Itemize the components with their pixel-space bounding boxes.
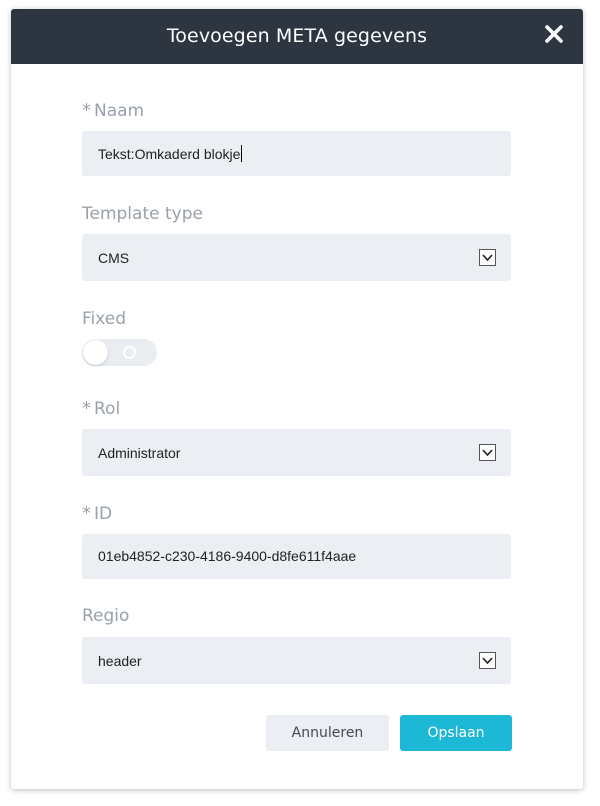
template-type-value: CMS: [98, 250, 130, 266]
chevron-down-icon: [480, 653, 495, 668]
fixed-label: Fixed: [82, 309, 127, 329]
rol-dropdown-button[interactable]: [479, 444, 496, 461]
template-type-dropdown-button[interactable]: [479, 249, 496, 266]
required-mark: *: [82, 398, 91, 419]
template-type-select[interactable]: [82, 234, 511, 281]
text-caret: [241, 145, 242, 162]
regio-select[interactable]: [82, 637, 511, 684]
rol-value: Administrator: [98, 445, 181, 461]
dialog-title: Toevoegen META gegevens: [166, 25, 428, 47]
close-icon: [543, 23, 565, 45]
id-input[interactable]: [82, 534, 511, 579]
toggle-off-icon: [123, 346, 136, 359]
rol-label: [82, 398, 120, 419]
rol-select[interactable]: [82, 429, 511, 476]
chevron-down-icon: [480, 250, 495, 265]
naam-label-text: Naam: [94, 101, 145, 121]
required-mark: *: [82, 100, 91, 121]
save-button[interactable]: Opslaan: [400, 715, 512, 751]
naam-input-value: [98, 145, 242, 162]
id-label-text: ID: [94, 504, 113, 524]
dialog-header: [11, 9, 583, 64]
regio-label: Regio: [82, 606, 130, 626]
chevron-down-icon: [480, 445, 495, 460]
regio-value: header: [98, 653, 142, 669]
regio-dropdown-button[interactable]: [479, 652, 496, 669]
toggle-knob: [83, 340, 108, 365]
fixed-toggle[interactable]: [82, 339, 157, 366]
meta-dialog: [11, 9, 583, 789]
rol-label-text: Rol: [94, 399, 121, 419]
naam-label: [82, 100, 144, 121]
cancel-button[interactable]: Annuleren: [266, 715, 389, 751]
id-label: [82, 503, 112, 524]
naam-input[interactable]: [82, 131, 511, 176]
required-mark: *: [82, 503, 91, 524]
template-type-label: Template type: [82, 204, 203, 224]
close-button[interactable]: [543, 23, 565, 45]
naam-value-text: Tekst:Omkaderd blokje: [98, 146, 241, 162]
id-input-value: 01eb4852-c230-4186-9400-d8fe611f4aae: [98, 548, 357, 564]
